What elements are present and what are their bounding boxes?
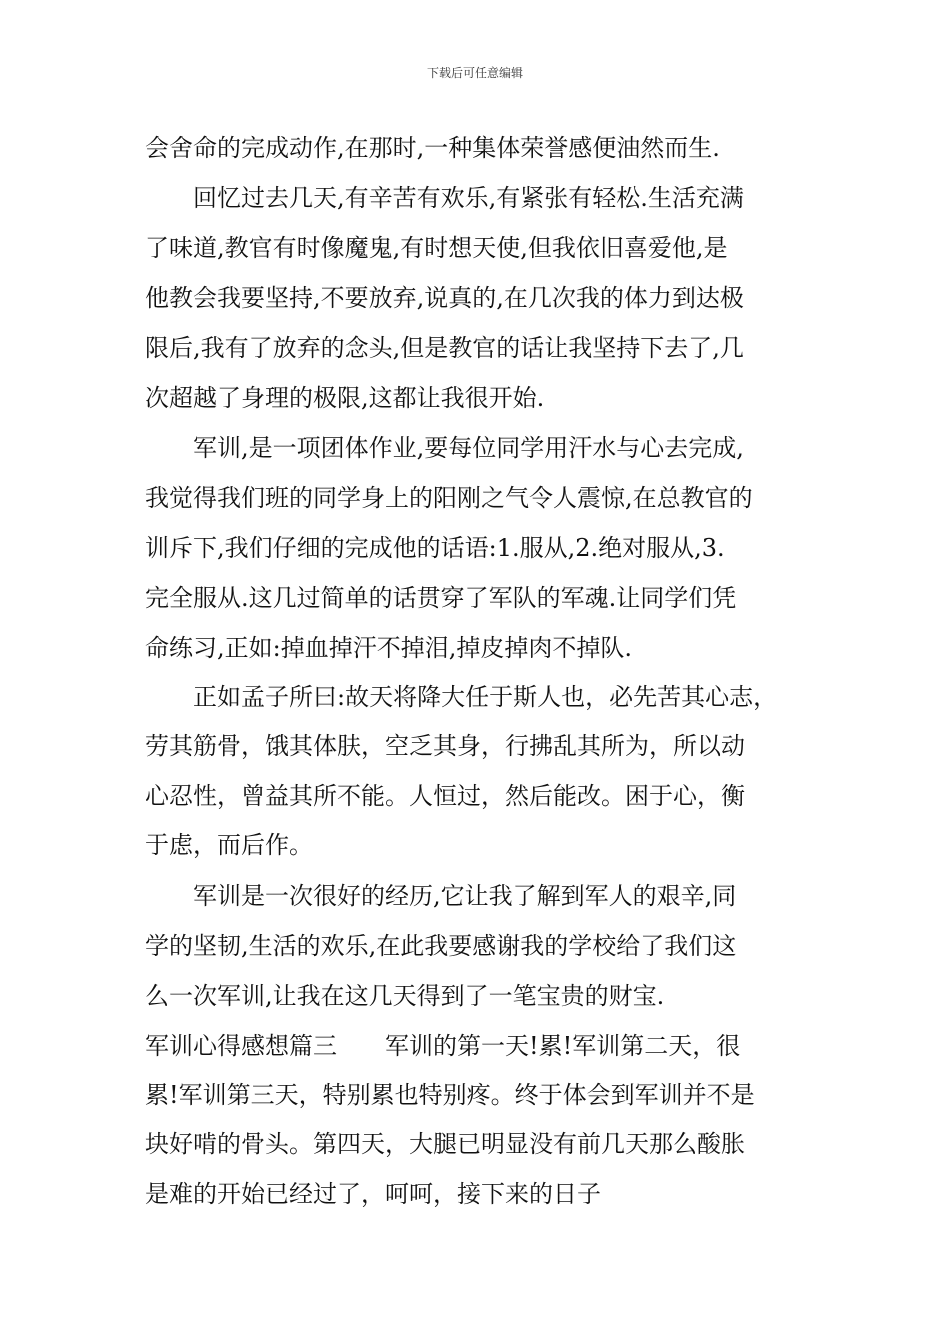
text-line-16: 军训是一次很好的经历,它让我了解到军人的艰辛,同 xyxy=(145,882,737,910)
text-line-9: 训斥下,我们仔细的完成他的话语:1.服从,2.绝对服从,3. xyxy=(145,534,725,562)
text-line-6: 次超越了身理的极限,这都让我很开始. xyxy=(145,384,545,412)
text-line-1: 会舍命的完成动作,在那时,一种集体荣誉感便油然而生. xyxy=(145,134,720,162)
text-line-5: 限后,我有了放弃的念头,但是教官的话让我坚持下去了,几 xyxy=(145,334,744,362)
text-line-11: 命练习,正如:掉血掉汗不掉泪,掉皮掉肉不掉队. xyxy=(145,634,632,662)
text-line-10: 完全服从.这几过简单的话贯穿了军队的军魂.让同学们凭 xyxy=(145,584,737,612)
text-line-18: 么一次军训,让我在这几天得到了一笔宝贵的财宝. xyxy=(145,982,665,1010)
text-line-8: 我觉得我们班的同学身上的阳刚之气令人震惊,在总教官的 xyxy=(145,484,753,512)
text-line-13: 劳其筋骨，饿其体肤，空乏其身，行拂乱其所为，所以动 xyxy=(145,732,745,760)
text-line-15: 于虑，而后作。 xyxy=(145,831,313,859)
text-line-17: 学的坚韧,生活的欢乐,在此我要感谢我的学校给了我们这 xyxy=(145,932,737,960)
text-line-2: 回忆过去几天,有辛苦有欢乐,有紧张有轻松.生活充满 xyxy=(145,184,744,212)
text-line-7: 军训,是一项团体作业,要每位同学用汗水与心去完成, xyxy=(145,434,744,462)
text-line-21: 块好啃的骨头。第四天，大腿已明显没有前几天那么酸胀 xyxy=(145,1130,745,1158)
page-header: 下载后可任意编辑 xyxy=(426,66,523,80)
text-line-14: 心忍性，曾益其所不能。人恒过，然后能改。困于心，衡 xyxy=(145,782,745,810)
text-line-3: 了味道,教官有时像魔鬼,有时想天使,但我依旧喜爱他,是 xyxy=(145,234,728,262)
text-line-19: 军训心得感想篇三 军训的第一天!累!军训第二天，很 xyxy=(145,1032,741,1060)
text-line-12: 正如孟子所曰:故天将降大任于斯人也，必先苦其心志， xyxy=(145,683,778,711)
text-line-20: 累!军训第三天，特别累也特别疼。终于体会到军训并不是 xyxy=(145,1081,755,1109)
text-line-4: 他教会我要坚持,不要放弃,说真的,在几次我的体力到达极 xyxy=(145,284,744,312)
text-line-22: 是难的开始已经过了，呵呵，接下来的日子 xyxy=(145,1180,601,1208)
